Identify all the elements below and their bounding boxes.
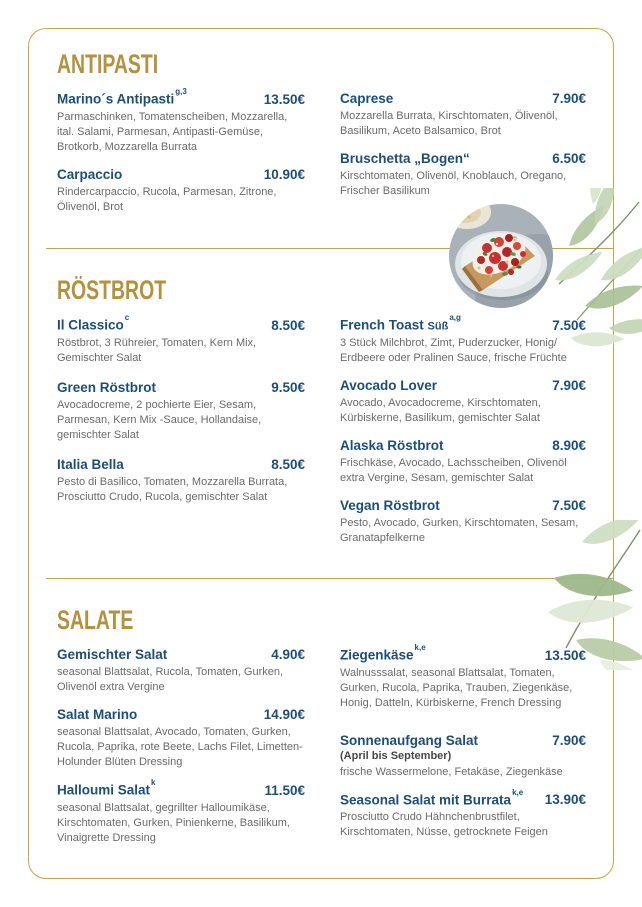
item-header [340, 438, 586, 453]
item-description: seasonal Blattsalat, Avocado, Tomaten, Gurken, Rucola, Paprika, rote Beete, Lachs Filet, Limetten-Holunder Blüten Dressing [57, 726, 303, 769]
section-separator [46, 578, 614, 579]
menu-item [340, 378, 586, 426]
item-name-text: Alaska Röstbrot [340, 437, 444, 453]
item-price: 6.50€ [552, 151, 586, 167]
item-price: 14.90€ [263, 707, 305, 723]
item-description: seasonal Blattsalat, gegrillter Halloumikäse, Kirschtomaten, Gurken, Pinienkerne, Basilikum, Vinaigrette Dressing [57, 801, 290, 844]
item-description: Parmaschinken, Tomatenscheiben, Mozzarella, ital. Salami, Parmesan, Antipasti-Gemüse, Brotkorb, Mozzarella Burrata [57, 110, 288, 153]
item-name [57, 707, 145, 722]
item-description: frische Wassermelone, Fetakäse, Ziegenkäse [340, 765, 563, 778]
item-name-text: Ziegenkäse [340, 647, 414, 663]
item-price: 8.50€ [271, 317, 305, 333]
item-price: 4.90€ [271, 647, 305, 663]
item-price: 7.50€ [552, 317, 586, 333]
item-name-text: Halloumi Salat [57, 782, 151, 798]
section-heading: RÖSTBROT [57, 275, 167, 305]
item-allergen-code: k [151, 778, 156, 788]
item-season-note: (April bis September) [340, 749, 452, 762]
item-name-text: Sonnenaufgang Salat [340, 732, 479, 748]
eucalyptus-leaves-top-icon [543, 188, 642, 368]
eucalyptus-leaves-bottom-icon [548, 520, 642, 670]
item-description: Avocado, Avocadocreme, Kirschtomaten, Kürbiskerne, Basilikum, gemischter Salat [340, 396, 541, 424]
menu-section [57, 276, 586, 557]
item-name [57, 167, 130, 182]
item-price: 8.90€ [552, 437, 586, 453]
item-description: Pesto, Avocado, Gurken, Kirschtomaten, Sesam, Granatapfelkerne [340, 516, 579, 544]
item-description: Pesto di Basilico, Tomaten, Mozzarella Burrata, Prosciutto Crudo, Rucola, gemischter Salat [57, 475, 288, 503]
item-name-text: Italia Bella [57, 456, 124, 472]
item-name [57, 313, 137, 333]
item-header [57, 647, 305, 662]
item-name [340, 313, 469, 333]
item-price: 8.50€ [271, 456, 305, 472]
item-name [340, 733, 486, 748]
item-name [340, 438, 452, 453]
menu-column [340, 643, 586, 852]
item-price: 7.90€ [552, 91, 586, 107]
menu-item [57, 313, 305, 365]
bruschetta-photo-icon [449, 204, 553, 308]
item-name [57, 457, 132, 472]
item-name [340, 151, 478, 166]
item-name [57, 380, 164, 395]
item-name [57, 647, 175, 662]
section-columns [57, 643, 586, 857]
menu-item [57, 707, 305, 770]
section-heading: SALATE [57, 605, 134, 635]
item-description: Frischkäse, Avocado, Lachsscheiben, Olivenöl extra Vergine, Sesam, gemischter Salat [340, 456, 567, 484]
item-name [340, 498, 448, 513]
item-header [340, 498, 586, 513]
section-columns [57, 313, 586, 557]
item-price: 13.50€ [544, 647, 586, 663]
item-description: Röstbrot, 3 Rühreier, Tomaten, Kern Mix, Gemischter Salat [57, 336, 257, 364]
item-price: 13.90€ [544, 792, 586, 808]
menu-item [57, 87, 305, 154]
item-allergen-code: a,g [449, 313, 461, 323]
item-name [340, 643, 434, 663]
item-name [57, 87, 195, 107]
item-header [340, 378, 586, 393]
item-name-text: Green Röstbrot [57, 379, 157, 395]
item-price: 7.90€ [552, 732, 586, 748]
menu-column [57, 647, 305, 857]
item-description: 3 Stück Milchbrot, Zimt, Puderzucker, Honig/ Erdbeere oder Pralinen Sauce, frische Früchte [340, 336, 567, 364]
item-name-text: Carpaccio [57, 166, 123, 182]
item-description: Avocadocreme, 2 pochierte Eier, Sesam, Parmesan, Kern Mix -Sauce, Hollandaise, gemischter Salat [57, 398, 262, 441]
menu-item [340, 787, 586, 840]
menu-item [57, 380, 305, 443]
item-name [57, 778, 163, 798]
item-allergen-code: c [124, 313, 130, 323]
item-name-subtext: Süß [427, 320, 449, 333]
item-name [340, 787, 531, 808]
item-name-text: Bruschetta „Bogen“ [340, 151, 470, 167]
menu-item [340, 438, 586, 486]
menu-column [57, 87, 305, 226]
item-header [340, 733, 586, 748]
item-name [340, 91, 401, 106]
menu-section [57, 50, 586, 227]
item-description: Rindercarpaccio, Rucola, Parmesan, Zitrone, Ölivenöl, Brot [57, 185, 277, 213]
item-header [57, 707, 305, 722]
item-allergen-code: k,e [512, 787, 524, 797]
item-description: seasonal Blattsalat, Rucola, Tomaten, Gurken, Olivenöl extra Vergine [57, 666, 284, 694]
item-name [340, 378, 445, 393]
menu-section [57, 606, 586, 857]
item-header [340, 787, 586, 808]
item-header [57, 313, 305, 333]
menu-item [57, 647, 305, 695]
item-name-text: Caprese [340, 91, 394, 107]
item-description: Kirschtomaten, Olivenöl, Knoblauch, Oregano, Frischer Basilikum [340, 170, 567, 198]
menu-item [57, 457, 305, 505]
item-price: 13.50€ [263, 91, 305, 107]
item-header [57, 457, 305, 472]
item-name-text: Gemischter Salat [57, 647, 168, 663]
item-name-text: Salat Marino [57, 707, 138, 723]
menu-item [57, 778, 305, 845]
item-description: Prosciutto Crudo Hähnchenbrustfilet, Kirschtomaten, Nüsse, getrocknete Feigen [340, 811, 548, 839]
item-price: 7.50€ [552, 497, 586, 513]
item-header [57, 87, 305, 107]
menu-item [57, 167, 305, 215]
item-name-text: French Toast [340, 317, 424, 333]
item-header [340, 151, 586, 166]
item-price: 11.50€ [264, 782, 305, 798]
menu-column [57, 313, 305, 518]
item-name-text: Il Classico [57, 317, 124, 333]
item-header [340, 91, 586, 106]
item-name-text: Marino´s Antipasti [57, 91, 175, 107]
item-description: Mozzarella Burrata, Kirschtomaten, Ölivenöl, Basilikum, Aceto Balsamico, Brot [340, 110, 558, 138]
menu-item [340, 733, 586, 780]
item-price: 10.90€ [263, 166, 305, 182]
item-allergen-code: k,e [414, 643, 426, 653]
item-price: 9.50€ [271, 379, 305, 395]
item-header [57, 380, 305, 395]
item-name-text: Seasonal Salat mit Burrata [340, 792, 512, 808]
item-price: 7.90€ [552, 377, 586, 393]
item-allergen-code: g,3 [175, 87, 187, 97]
section-heading: ANTIPASTI [57, 49, 159, 79]
item-description: Walnusssalat, seasonal Blattsalat, Tomaten, Gurken, Rucola, Paprika, Trauben, Ziegenkäse, Honig, Datteln, Kürbiskerne, French Dressing [340, 666, 573, 709]
item-name-text: Avocado Lover [340, 377, 438, 393]
item-header [57, 778, 305, 798]
item-header [57, 167, 305, 182]
menu-item [340, 91, 586, 139]
item-name-text: Vegan Röstbrot [340, 497, 440, 513]
